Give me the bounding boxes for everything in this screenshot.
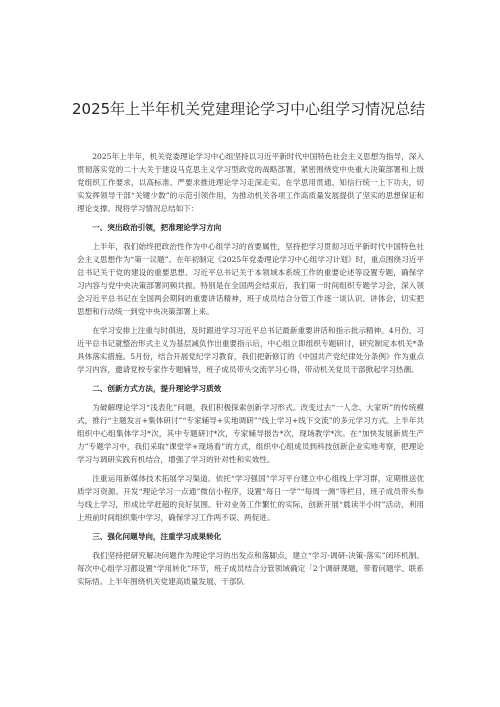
section-1-heading: 一、突出政治引领，把准理论学习方向: [92, 223, 222, 232]
section-1-paragraph-1: 上半年，我们始终把政治性作为中心组学习的首要属性，坚持把学习贯彻习近平新时代中国特色社会主义思想作为“第一议题”。在年初制定《2025年党委理论学习中心组学习计划》时，重点围绕习近平总书记关于党的建设的重要思想、习近平总书记关于本领域本系统工作的重要论述等设置专题，确保学习内容与党中央决策部署同频共振。特别是在全国两会结束后，我们第一时间组织专题学习会，深入领会习近平总书记在全国两会期间的重要讲话精神，班子成员结合分管工作逐一谈认识、讲体会，切实把思想和行动统一到党中央决策部署上来。: [77, 242, 424, 316]
document-title: 2025年上半年机关党建理论学习中心组学习情况总结: [72, 100, 426, 118]
section-2-paragraph-2: 注重运用新媒体技术拓展学习渠道。依托“学习强国”学习平台建立中心组线上学习群，定期推送优质学习资源。开发“理论学习一点通”微信小程序，设置“每日一学”“每周一测”等栏目，班子成员带头参与线上学习，形成比学赶超的良好氛围。针对业务工作繁忙的实际，创新开展“晨读半小时”活动，利用上班前时间组织集中学习，确保学习工作两不误、两促进。: [77, 474, 424, 522]
intro-paragraph: 2025年上半年，机关党委理论学习中心组坚持以习近平新时代中国特色社会主义思想为指导，深入贯彻落实党的二十大关于建设马克思主义学习型政党的战略部署，紧密围绕党中央重大决策部署和上级党组织工作要求，以高标准、严要求推进理论学习走深走实。在学思用贯通、知信行统一上下功夫，切实发挥领导干部“关键少数”的示范引领作用，为推动机关各项工作高质量发展提供了坚实的思想保证和理论支撑。现将学习情况总结如下：: [77, 152, 424, 213]
document-body: [77, 150, 424, 594]
section-3-heading: 三、强化问题导向，注重学习成果转化: [92, 532, 222, 541]
section-2-paragraph-1: 为破解理论学习“浅表化”问题，我们积极探索创新学习形式。改变过去“一人念、大家听”的传统模式，推行“主题发言+集体研讨”“专家辅导+实地调研”“线上学习+线下交流”的多元学习方式。上半年共组织中心组集体学习*次，其中专题研讨*次，专家辅导报告*次，现场教学*次。在“加快发展新质生产力”专题学习中，我们采取“课堂学+现场看”的方式，组织中心组成员到科技创新企业实地考察，把理论学习与调研实践有机结合，增强了学习的针对性和实效性。: [77, 403, 424, 464]
section-2-heading: 二、创新方式方法，提升理论学习质效: [92, 384, 222, 393]
section-3-paragraph-1: 我们坚持把研究解决问题作为理论学习的出发点和落脚点，建立“学习-调研-决策-落实”闭环机制。每次中心组学习都设置“学用转化”环节，班子成员结合分管领域确定「2个调研课题，带着问题学、联系实际悟。上半年围绕机关党建高质量发展、干部队: [77, 551, 424, 586]
section-1-paragraph-2: 在学习安排上注重与时俱进，及时跟进学习习近平总书记最新重要讲话和指示批示精神。4月份，习近平总书记就整治形式主义为基层减负作出重要指示后，中心组立即组织专题研讨，研究制定本机关*条具体落实措施。5月份，结合开展党纪学习教育，我们把新修订的《中国共产党纪律处分条例》作为重点学习内容，邀请党校专家作专题辅导，班子成员带头交流学习心得，带动机关党员干部掀起学习热潮。: [77, 326, 424, 374]
